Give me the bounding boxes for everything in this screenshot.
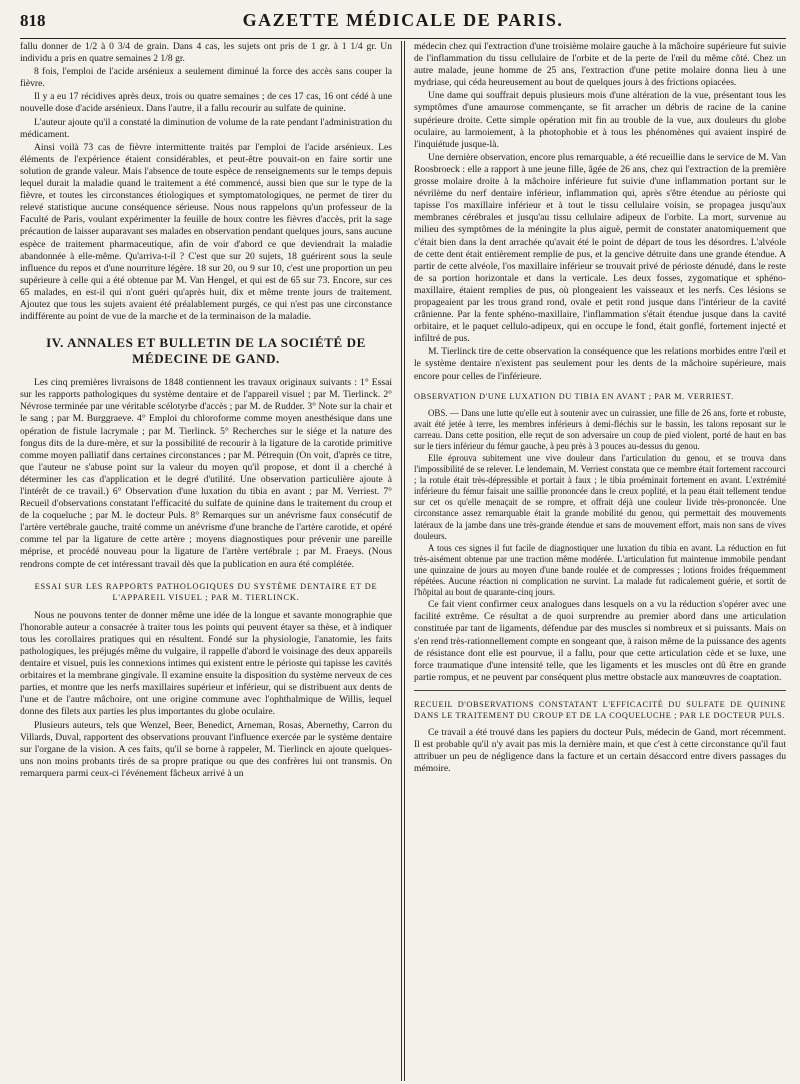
paragraph: Ce fait vient confirmer ceux analogues dans lesquels on a vu la réduction s'opérer avec une facilité extrême. Ce résultat a de quoi surprendre au premier abord dans une articulation constituée par tant de ligaments, défendue par des muscles si nombreux et si puissants. Mais on s'en rend très-rationnellement compte en songeant que, à raison même de la puissance des agents de résistance dont elle est pourvue, il a fallu, pour que cette articulation cède et se luxe, une force traumatique d'une intensité telle, que les ligaments et les muscles ont dû être en grande partie rompus, et ne peuvent par conséquent plus mettre obstacle aux manœuvres de coaptation. [413, 599, 786, 683]
two-column-body [20, 41, 786, 1081]
right-column [405, 41, 786, 1081]
section-heading: IV. ANNALES ET BULLETIN DE LA SOCIÉTÉ DE MÉDECINE DE GAND. [46, 335, 366, 367]
article-heading: ESSAI SUR LES RAPPORTS PATHOLOGIQUES DU SYSTÈME DENTAIRE ET DE L'APPAREIL VISUEL ; PAR M. TIERLINCK. [34, 581, 378, 602]
paragraph: médecin chez qui l'extraction d'une troisième molaire gauche à la mâchoire supérieure fut suivie de l'inflammation du tissu cellulaire de l'orbite et de la perte de l'œil du même côté. Chez un autre malade, jeune homme de 25 ans, l'extraction d'une petite molaire donna lieu à une mydriase, qui céda heureusement au bout de quelques jours à des frictions opiacées. [413, 41, 786, 89]
separator-rule [414, 690, 786, 691]
paragraph: Une dame qui souffrait depuis plusieurs mois d'une altération de la vue, présentant tous les symptômes d'une amaurose commençante, se fit arracher un débris de racine de la canine supérieure droite. Cette simple opération mit fin au trouble de la vue, aux douleurs du globe oculaire, au larmoiement, à la photophobie et à tous les phénomènes qui avaient inspiré de l'inquiétude jusque-là. [413, 90, 786, 150]
left-column [20, 41, 401, 1081]
paragraph: Ainsi voilà 73 cas de fièvre intermittente traités par l'emploi de l'acide arsénieux. Les éléments de l'expérience étaient considérables, et peut-être pouvait-on en faire sortir une solution de grande valeur. Mais l'absence de toute espèce de renseignements sur le temps depuis lequel durait la maladie quand le traitement a été commencé, aussi bien que sur le type de la fièvre, et toutes les circonstances étiologiques et symptomatologiques, ne permet de tirer du relevé statistique aucune conséquence sérieuse. Nous nous rappelons qu'un professeur de la Faculté de Paris, voulant expérimenter la feuille de houx contre les fièvres d'accès, prit la sage précaution de laisser auparavant ses malades en observation pendant quelques jours, sans aucune espèce de traitement pharmaceutique, afin de voir d'abord ce que deviendrait la maladie abandonnée à elle-même. Qu'arriva-t-il ? C'est que sur 20 sujets, 18 guérirent sous la seule influence du repos et d'une nourriture légère. 18 sur 20, ou 9 sur 10, c'est une proportion un peu supérieure à celle qui a été obtenue par M. Van Hengel, et qui est de 65 sur 73. Encore, sur ces 65 malades, en est-il qui n'ont guéri qu'après huit, dix et même trente jours de traitement. Ajoutez que tous les sujets avaient été préalablement purgés, ce qui n'est pas une circonstance indifférente au point de vue de la marche et de la terminaison de la maladie. [20, 141, 393, 323]
paragraph: fallu donner de 1/2 à 0 3/4 de grain. Dans 4 cas, les sujets ont pris de 1 gr. à 1 1/4 gr. Un individu a pris en quatre semaines 2 1/8 gr. [20, 41, 393, 65]
paragraph: Il y a eu 17 récidives après deux, trois ou quatre semaines ; de ces 17 cas, 16 ont cédé à une nouvelle dose d'acide arsénieux. Dans l'autre, il a fallu recourir au sulfate de quinine. [20, 91, 393, 115]
paragraph: Les cinq premières livraisons de 1848 contiennent les travaux originaux suivants : 1° Essai sur les rapports pathologiques du système dentaire et de l'appareil visuel ; par M. Tierlinck. 2° Névrose terminée par une véritable scélotyrbe d'accès ; par M. de Rudder. 3° Note sur la chair et le sang ; par M. Burggraeve. 4° Emploi du chloroforme comme moyen anesthésique dans une opération de fistule lacrymale ; par M. Tierlinck. 5° Recherches sur le siége et la nature des fongus dits de la dure-mère, et sur la possibilité de recourir à la ligature de la carotide primitive comme moyen palliatif dans certaines circonstances ; par M. Pétrequin (On voit, d'après ce titre, que l'auteur ne s'abuse point sur la valeur du moyen qu'il propose, et dont il a cherché à déterminer les cas d'application et le degré d'utilité. Une observation particulière ajoute à l'intérêt de ce travail.) 6° Observation d'une luxation du tibia en avant ; par M. Verriest. 7° Recueil d'observations constatant l'efficacité du sulfate de quinine dans le traitement du croup et de la coqueluche ; par M. le docteur Puls. 8° Remarques sur un anévrisme faux consécutif de l'artère vertébrale gauche, traité comme un anévrisme d'une branche de l'artère carotide, et opéré comme tel par la ligature de cette artère ; moyens diagnostiques pour prévenir une pareille méprise, et procédé nouveau pour la ligature de l'artère vertébrale ; par M. Fraeys. (Nous rendrons compte de cet intéressant travail dès que la publication en aura été complétée. [20, 377, 393, 570]
paragraph: A tous ces signes il fut facile de diagnostiquer une luxation du tibia en avant. La réduction en fut très-aisément obtenue par une traction même modérée. L'articulation fut maintenue immobile pendant une quinzaine de jours au moyen d'une bande roulée et de compresses ; lotions froides fréquemment répétées. Aucune réaction ni complication ne survint. La malade fut radicalement guérie, et sortit de l'hôpital au bout de quarante-cinq jours. [413, 542, 786, 598]
paragraph: Plusieurs auteurs, tels que Wenzel, Beer, Benedict, Arneman, Rosas, Abernethy, Carron du Villards, Duval, rapportent des observations prouvant l'influence exercée par le système dentaire sur l'organe de la vision. A ces faits, qu'il se borne à rappeler, M. Tierlinck en ajoute quelques-uns non moins probants tirés de sa propre pratique ou que des confrères lui ont transmis. On remarquera parmi ceux-ci l'événement fâcheux arrivé à un [20, 719, 393, 779]
page-number: 818 [20, 11, 46, 30]
paragraph: M. Tierlinck tire de cette observation la conséquence que les relations morbides entre l'œil et le système dentaire n'existent pas seulement pour les dents de la mâchoire supérieure, mais encore pour celles de l'inférieure. [413, 346, 786, 382]
page-header [20, 10, 786, 39]
paragraph: Nous ne pouvons tenter de donner même une idée de la longue et savante monographie que l'honorable auteur a consacrée à traiter tous les points qui peuvent étayer sa thèse, et à indiquer tous les corollaires pratiques qui en résultent. Fondé sur la physiologie, l'anatomie, les faits pathologiques, les préjugés même du vulgaire, il rappelle d'abord le voisinage des deux appareils dentaire et visuel, puis les connexions intimes qui existent entre le périoste qui tapisse les cavités orbitaires et la membrane gingivale. Il examine ensuite la disposition du système nerveux de ces parties, et montre que les nerfs maxillaires supérieur et inférieur, qui se distribuent aux dents de l'une et de l'autre mâchoire, ont une origine commune avec l'ophthalmique de Willis, lequel donne des filets aux parties les plus importantes du globe oculaire. [20, 609, 393, 718]
paragraph: Une dernière observation, encore plus remarquable, a été recueillie dans le service de M. Van Roosbroeck : elle a rapport à une jeune fille, âgée de 26 ans, chez qui l'extraction de la première grosse molaire droite à la mâchoire inférieure fut suivie d'une inflammation portant sur le névrilème du nerf dentaire inférieur, inflammation qui, après s'être étendue au périoste qui tapisse l'os maxillaire inférieur et à tout le tissu cellulaire voisin, se propagea jusqu'aux membranes cérébrales et jusqu'au tissu cellulaire adipeux de l'orbite. La mort, survenue au milieu des symptômes de la méningite la plus aiguë, permit de constater anatomiquement que c'était bien dans la dent arrachée qu'avait été le point de départ de tous les désordres. L'alvéole de cette dent était entièrement remplie de pus, et la gencive détruite dans une grande étendue. A partir de cette alvéole, l'os maxillaire inférieur se trouvait privé de périoste dénudé, dans le reste de sa portion horizontale et dans la verticale. Les deux fosses, zygomatique et sphéno-maxillaire, étaient remplies de pus, où plongeaient les vaisseaux et les nerfs. Ces lésions se propageaient par les trous grand rond, ovale et petit rond jusque dans l'intérieur de la cavité crânienne. Par la fente sphéno-maxillaire, l'inflammation s'était étendue jusque dans la cavité orbitaire, et le paquet cellulo-adipeux, qui en occupe le fond, était gonflé, fortement injecté et infiltré de pus. [413, 151, 786, 345]
running-head: GAZETTE MÉDICALE DE PARIS. [242, 10, 564, 30]
paragraph: 8 fois, l'emploi de l'acide arsénieux a seulement diminué la force des accès sans couper la fièvre. [20, 66, 393, 90]
paragraph: Ce travail a été trouvé dans les papiers du docteur Puls, médecin de Gand, mort récemment. Il est probable qu'il n'y avait pas mis la dernière main, et que c'est à cette circonstance qu'il faut attribuer un peu de négligence dans la facture et un certain désaccord entre divers passages du mémoire. [413, 726, 786, 775]
paragraph: Elle éprouva subitement une vive douleur dans l'articulation du genou, et se trouva dans l'impossibilité de se relever. Le lendemain, M. Verriest constata que ce membre était fortement raccourci ; la rotule était très-dépressible et portait à faux ; le tibia proéminait fortement en avant. L'extrémité inférieure du fémur faisait une saillie prononcée dans le creux poplité, et la peau était tellement tendue sur cet os qu'elle menaçait de se rompre, et offrait déjà une couleur livide très-prononcée. Une circonstance assez remarquable était la grande mobilité du genou, qui permettait des mouvements latéraux de la jambe dans une très-grande étendue et sans de mouvement effort, mais non sans de vives douleurs. [413, 453, 786, 541]
paragraph: L'auteur ajoute qu'il a constaté la diminution de volume de la rate pendant l'administration du médicament. [20, 116, 393, 140]
article-heading: RECUEIL D'OBSERVATIONS CONSTATANT L'EFFICACITÉ DU SULFATE DE QUININE DANS LE TRAITEMENT DU CROUP ET DE LA COQUELUCHE ; PAR LE DOCTEUR PULS. [413, 699, 786, 720]
paragraph: OBS. — Dans une lutte qu'elle eut à soutenir avec un cuirassier, une fille de 26 ans, forte et robuste, avait été jetée à terre, les membres inférieurs à demi-fléchis sur le bassin, les talons reposant sur le carreau. Dans cette position, elle reçut de son adversaire un coup de pied violent, porté de haut en bas sur le tiers inférieur du fémur gauche, à peu près à 3 pouces au-dessus du genou. [413, 407, 786, 451]
article-heading: OBSERVATION D'UNE LUXATION DU TIBIA EN AVANT ; PAR M. VERRIEST. [413, 391, 734, 401]
